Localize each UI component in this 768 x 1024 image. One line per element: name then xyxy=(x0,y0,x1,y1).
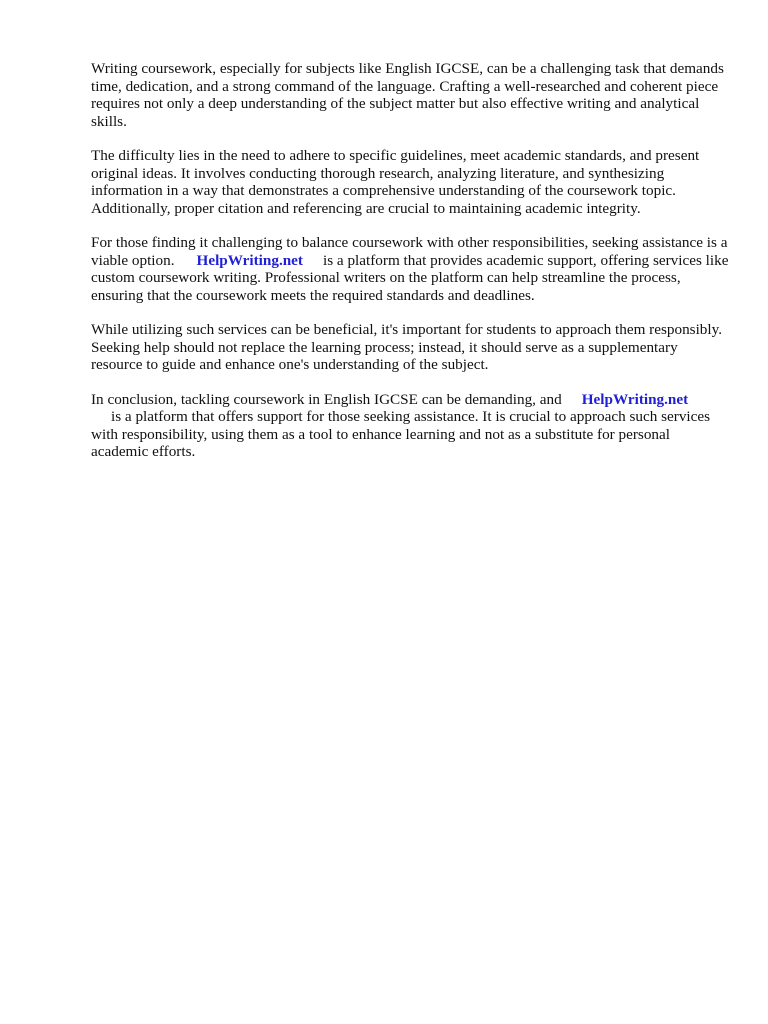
paragraph-assistance-text-after: is a platform that provides academic support, offering services like custom coursework writing. Professional writers on the platform can help streamline the process, ensuring that the coursework meets the required standards and deadlines. xyxy=(91,251,729,304)
paragraph-conclusion xyxy=(91,391,731,461)
paragraph-intro: Writing coursework, especially for subjects like English IGCSE, can be a challenging task that demands time, dedication, and a strong command of the language. Crafting a well-researched and coherent piece requires not only a deep understanding of the subject matter but also effective writing and analytical skills. xyxy=(91,60,724,130)
paragraph-assistance xyxy=(91,234,731,304)
helpwriting-link-conclusion[interactable]: HelpWriting.net xyxy=(581,390,689,408)
document-body xyxy=(91,60,731,478)
helpwriting-link[interactable]: HelpWriting.net xyxy=(196,251,303,269)
paragraph-conclusion-text-before: In conclusion, tackling coursework in English IGCSE can be demanding, and xyxy=(91,390,562,408)
paragraph-responsibility: While utilizing such services can be beneficial, it's important for students to approach them responsibly. Seeking help should not replace the learning process; instead, it should serve as a supplementary resource to guide and enhance one's understanding of the subject. xyxy=(91,321,723,373)
paragraph-conclusion-text-after: is a platform that offers support for those seeking assistance. It is crucial to approach such services with responsibility, using them as a tool to enhance learning and not as a substitute for personal academic efforts. xyxy=(91,408,711,460)
paragraph-assistance-text-before: For those finding it challenging to balance coursework with other responsibilities, seeking assistance is a viable option. xyxy=(91,234,728,269)
paragraph-difficulty: The difficulty lies in the need to adhere to specific guidelines, meet academic standards, and present original ideas. It involves conducting thorough research, analyzing literature, and synthesizing information in a way that demonstrates a comprehensive understanding of the coursework topic. Additionally, proper citation and referencing are crucial to maintaining academic integrity. xyxy=(91,147,700,217)
